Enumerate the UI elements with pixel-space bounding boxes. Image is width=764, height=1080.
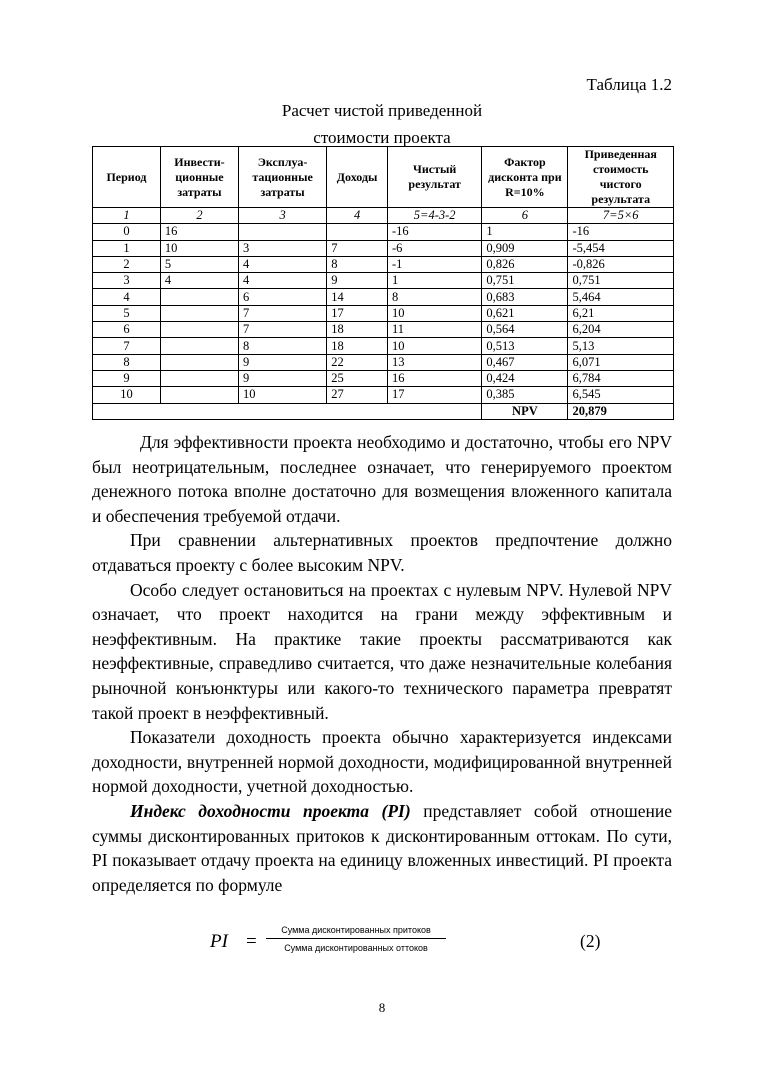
table-cell: 8 xyxy=(93,354,161,370)
table-cell: 6,545 xyxy=(568,387,674,403)
total-spacer-cell xyxy=(93,403,482,419)
table-row xyxy=(93,256,674,272)
table-number: Таблица 1.2 xyxy=(586,75,672,94)
table-row xyxy=(93,305,674,321)
table-cell: 14 xyxy=(327,289,388,305)
table-row xyxy=(93,240,674,256)
table-cell: 1 xyxy=(388,273,482,289)
table-cell: 7 xyxy=(238,305,326,321)
table-cell: 27 xyxy=(327,387,388,403)
table-cell: 5 xyxy=(160,256,238,272)
table-row xyxy=(93,387,674,403)
header-cell: Приведенная стоимость чистого результата xyxy=(568,147,674,208)
paragraph-5 xyxy=(92,799,672,897)
table-cell xyxy=(160,338,238,354)
table-row xyxy=(93,338,674,354)
header-cell: Период xyxy=(93,147,161,208)
table-cell: 0,564 xyxy=(482,322,568,338)
npv-value: 20,879 xyxy=(568,403,674,419)
table-cell: 7 xyxy=(238,322,326,338)
formula-denominator: Сумма дисконтированных оттоков xyxy=(284,943,428,953)
index-cell: 4 xyxy=(327,208,388,224)
table-cell: 9 xyxy=(93,370,161,386)
table-cell: 8 xyxy=(327,256,388,272)
header-cell: Эксплуа-тационные затраты xyxy=(238,147,326,208)
table-cell: 5,13 xyxy=(568,338,674,354)
npv-label: NPV xyxy=(482,403,568,419)
header-cell: Фактор дисконта при R=10% xyxy=(482,147,568,208)
column-index-row xyxy=(93,208,674,224)
table-cell xyxy=(160,322,238,338)
table-cell: 5,464 xyxy=(568,289,674,305)
table-cell: 10 xyxy=(388,338,482,354)
table-cell: 8 xyxy=(388,289,482,305)
table-cell: 0,751 xyxy=(568,273,674,289)
index-cell: 7=5×6 xyxy=(568,208,674,224)
table-cell: 2 xyxy=(93,256,161,272)
table-cell: 4 xyxy=(160,273,238,289)
table-cell: 6,071 xyxy=(568,354,674,370)
table-cell: 10 xyxy=(388,305,482,321)
table-cell: -0,826 xyxy=(568,256,674,272)
index-cell: 3 xyxy=(238,208,326,224)
table-cell xyxy=(160,354,238,370)
body-text xyxy=(92,430,672,897)
table-cell: 6,204 xyxy=(568,322,674,338)
table-row xyxy=(93,224,674,240)
page-number: 8 xyxy=(378,1000,386,1015)
table-cell: 3 xyxy=(93,273,161,289)
table-cell: 8 xyxy=(238,338,326,354)
npv-table xyxy=(92,146,674,420)
table-row xyxy=(93,322,674,338)
table-cell: 0,424 xyxy=(482,370,568,386)
table-cell: 4 xyxy=(238,256,326,272)
table-cell xyxy=(160,289,238,305)
table-row xyxy=(93,354,674,370)
table-cell: 11 xyxy=(388,322,482,338)
table-cell: 1 xyxy=(482,224,568,240)
table-cell: 22 xyxy=(327,354,388,370)
caption-line-1: Расчет чистой приведенной xyxy=(281,101,483,120)
table-cell: 10 xyxy=(238,387,326,403)
paragraph-3: Особо следует остановиться на проектах с нулевым NPV. Нулевой NPV означает, что проект находится на грани между эффективным и неэффективным. На практике такие проекты рассматриваются как неэффективные, справедливо считается, что даже незначительные колебания рыночной конъюнктуры или какого-то технического параметра превратят такой проект в неэффективный. xyxy=(92,579,672,723)
header-cell: Чистый результат xyxy=(388,147,482,208)
table-cell: 3 xyxy=(238,240,326,256)
index-cell: 2 xyxy=(160,208,238,224)
table-cell: 0,683 xyxy=(482,289,568,305)
formula-fraction xyxy=(266,925,446,953)
table-cell: 6,21 xyxy=(568,305,674,321)
table-cell: -5,454 xyxy=(568,240,674,256)
table-cell: 9 xyxy=(238,354,326,370)
table-row xyxy=(93,273,674,289)
table-row xyxy=(93,289,674,305)
table-cell: 16 xyxy=(160,224,238,240)
formula-number: (2) xyxy=(580,931,601,951)
table-cell: 13 xyxy=(388,354,482,370)
header-row xyxy=(93,147,674,208)
table-cell: -16 xyxy=(388,224,482,240)
index-cell: 5=4-3-2 xyxy=(388,208,482,224)
table-cell: 6 xyxy=(238,289,326,305)
table-cell: 10 xyxy=(160,240,238,256)
table-cell: 10 xyxy=(93,387,161,403)
table-cell: 16 xyxy=(388,370,482,386)
table-cell xyxy=(238,224,326,240)
caption-line-2: стоимости проекта xyxy=(313,128,451,147)
table-cell: 0,385 xyxy=(482,387,568,403)
table-cell: 4 xyxy=(93,289,161,305)
table-cell: 9 xyxy=(238,370,326,386)
table-cell: 6 xyxy=(93,322,161,338)
table-caption xyxy=(92,97,672,151)
table-row xyxy=(93,370,674,386)
table-cell: -16 xyxy=(568,224,674,240)
table-cell: 7 xyxy=(93,338,161,354)
table-cell: 17 xyxy=(327,305,388,321)
table-cell xyxy=(327,224,388,240)
paragraph-1: Для эффективности проекта необходимо и достаточно, чтобы его NPV был неотрицательным, последнее означает, что генерируемого проектом денежного потока вполне достаточно для возмещения вложенного капитала и обеспечения требуемой отдачи. xyxy=(92,432,672,526)
formula-numerator: Сумма дисконтированных притоков xyxy=(266,925,446,939)
table-cell xyxy=(160,387,238,403)
table-cell: 9 xyxy=(327,273,388,289)
pi-formula xyxy=(210,925,600,965)
table-cell: 0,751 xyxy=(482,273,568,289)
table-cell: -1 xyxy=(388,256,482,272)
table-cell: 0,909 xyxy=(482,240,568,256)
paragraph-2: При сравнении альтернативных проектов предпочтение должно отдаваться проекту с более высоким NPV. xyxy=(92,530,672,575)
table-cell: 18 xyxy=(327,322,388,338)
table-cell: 1 xyxy=(93,240,161,256)
table-cell: 17 xyxy=(388,387,482,403)
header-cell: Инвести-ционные затраты xyxy=(160,147,238,208)
table-cell: 5 xyxy=(93,305,161,321)
index-cell: 1 xyxy=(93,208,161,224)
table-cell: -6 xyxy=(388,240,482,256)
table-cell: 18 xyxy=(327,338,388,354)
table-cell: 4 xyxy=(238,273,326,289)
table-cell: 0,826 xyxy=(482,256,568,272)
index-cell: 6 xyxy=(482,208,568,224)
table-cell: 0,621 xyxy=(482,305,568,321)
formula-equals: = xyxy=(246,931,257,952)
table-cell xyxy=(160,370,238,386)
table-cell: 7 xyxy=(327,240,388,256)
formula-lhs: PI xyxy=(210,931,228,952)
paragraph-4: Показатели доходность проекта обычно характеризуется индексами доходности, внутренней нормой доходности, модифицированной внутренней нормой доходности, учетной доходностью. xyxy=(92,727,672,797)
table-cell xyxy=(160,305,238,321)
pi-term: Индекс доходности проекта (PI) xyxy=(130,800,411,821)
table-cell: 0,467 xyxy=(482,354,568,370)
paragraph-5-text: представляет собой отношение суммы дисконтированных притоков к дисконтированным оттокам. По сути, PI показывает отдачу проекта на единицу вложенных инвестиций. PI проекта определяется по формуле xyxy=(92,800,672,895)
total-row xyxy=(93,403,674,419)
header-cell: Доходы xyxy=(327,147,388,208)
table-cell: 0 xyxy=(93,224,161,240)
table-cell: 0,513 xyxy=(482,338,568,354)
table-cell: 25 xyxy=(327,370,388,386)
table-cell: 6,784 xyxy=(568,370,674,386)
